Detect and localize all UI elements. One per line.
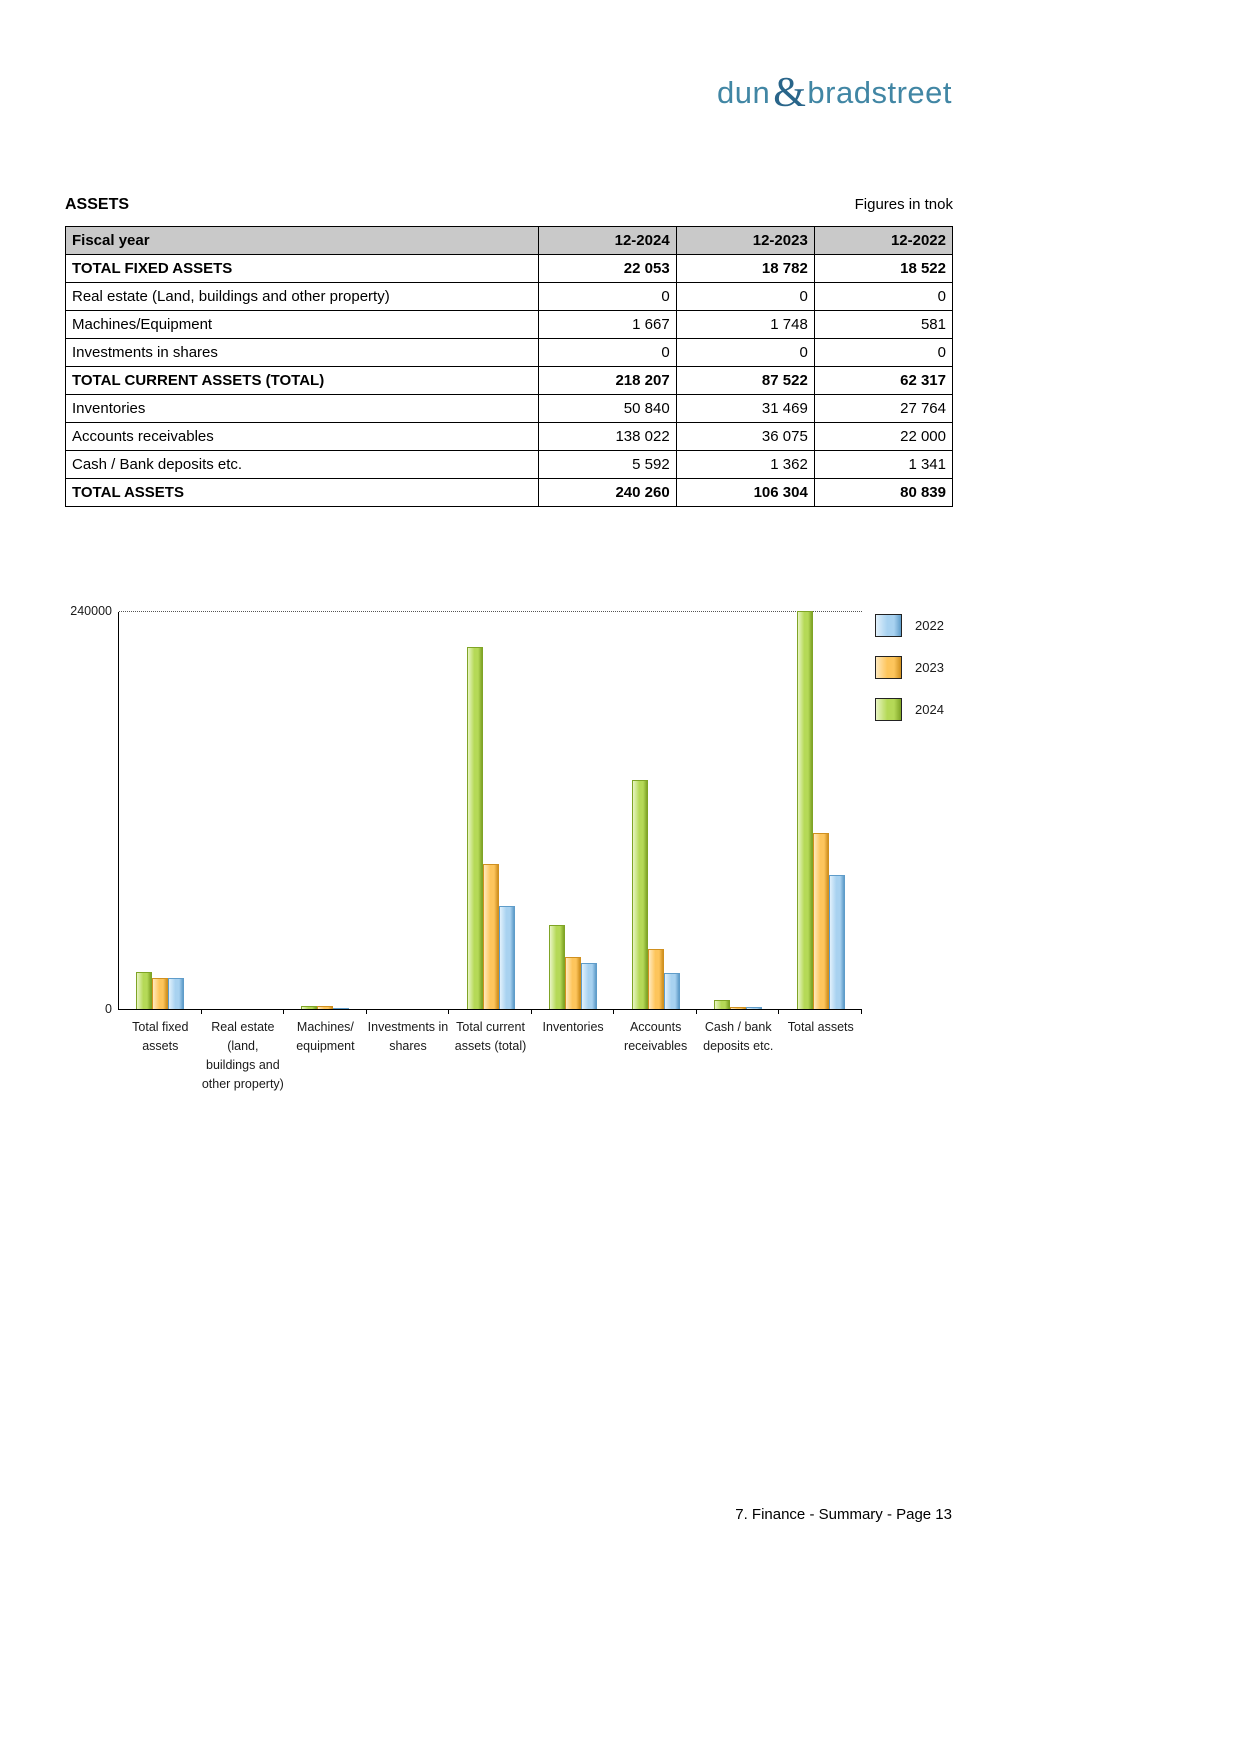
table-row-investments-in-shares [66, 339, 953, 367]
row-label: Real estate (Land, buildings and other property) [66, 283, 539, 311]
bar-2024 [549, 925, 565, 1009]
bar-cluster [780, 611, 863, 1009]
x-axis-tick [531, 1009, 532, 1014]
table-cell: 1 667 [538, 311, 676, 339]
bar-2023 [730, 1007, 746, 1009]
row-label: Investments in shares [66, 339, 539, 367]
bar-2024 [632, 780, 648, 1009]
table-row-machines-equipment [66, 311, 953, 339]
logo-dun: dun [717, 75, 771, 110]
table-cell: 5 592 [538, 451, 676, 479]
table-cell: 18 522 [814, 255, 952, 283]
table-cell: 0 [676, 339, 814, 367]
bar-group [532, 612, 615, 1034]
assets-bar-chart [118, 612, 862, 1091]
bar-2023 [152, 978, 168, 1009]
bar-2022 [829, 875, 845, 1009]
x-axis-tick [696, 1009, 697, 1014]
row-label: TOTAL CURRENT ASSETS (TOTAL) [66, 367, 539, 395]
x-axis-tick [861, 1009, 862, 1014]
category-label: Investments in shares [367, 1020, 449, 1053]
bar-group [697, 612, 780, 1053]
logo-bradstreet: bradstreet [807, 75, 952, 110]
figures-unit-note: Figures in tnok [854, 196, 953, 213]
legend-label: 2022 [915, 618, 944, 633]
row-label: TOTAL FIXED ASSETS [66, 255, 539, 283]
table-cell: 22 053 [538, 255, 676, 283]
table-row-total-assets [66, 479, 953, 507]
bar-2023 [483, 864, 499, 1009]
page-footer: 7. Finance - Summary - Page 13 [735, 1506, 952, 1523]
bar-group [780, 612, 863, 1034]
y-axis-max-label: 240000 [70, 604, 112, 618]
bar-group [284, 612, 367, 1053]
bar-cluster [614, 780, 697, 1009]
bar-2022 [168, 978, 184, 1009]
row-label: Machines/Equipment [66, 311, 539, 339]
legend-swatch-2022 [875, 614, 902, 637]
table-cell: 87 522 [676, 367, 814, 395]
table-header-row [66, 227, 953, 255]
table-cell: 1 362 [676, 451, 814, 479]
table-cell: 0 [814, 283, 952, 311]
legend-swatch-2023 [875, 656, 902, 679]
bar-group [449, 612, 532, 1053]
category-label: Real estate (land, buildings and other property) [201, 1020, 284, 1091]
bar-2023 [648, 949, 664, 1009]
table-row-real-estate [66, 283, 953, 311]
table-cell: 138 022 [538, 423, 676, 451]
table-row-accounts-receivables [66, 423, 953, 451]
legend-swatch-2024 [875, 698, 902, 721]
bar-group [614, 612, 697, 1053]
category-label: Cash / bank deposits etc. [703, 1020, 774, 1053]
bar-2022 [499, 906, 515, 1009]
bar-group [119, 612, 202, 1053]
column-header-2024: 12-2024 [538, 227, 676, 255]
legend-entry-2022 [875, 614, 944, 637]
bar-2022 [581, 963, 597, 1009]
row-label: Cash / Bank deposits etc. [66, 451, 539, 479]
table-cell: 218 207 [538, 367, 676, 395]
table-cell: 31 469 [676, 395, 814, 423]
logo-ampersand-icon: & [773, 70, 807, 116]
assets-table [65, 226, 953, 507]
column-header-2022: 12-2022 [814, 227, 952, 255]
table-cell: 581 [814, 311, 952, 339]
bar-2022 [333, 1008, 349, 1009]
category-label: Total current assets (total) [454, 1020, 527, 1053]
table-cell: 62 317 [814, 367, 952, 395]
x-axis-tick [448, 1009, 449, 1014]
chart-legend [875, 614, 944, 740]
bar-cluster [284, 1006, 367, 1009]
table-cell: 0 [814, 339, 952, 367]
column-header-fiscal-year: Fiscal year [66, 227, 539, 255]
table-row-cash-bank-deposits [66, 451, 953, 479]
table-cell: 1 748 [676, 311, 814, 339]
table-cell: 50 840 [538, 395, 676, 423]
x-axis-tick [778, 1009, 779, 1014]
table-cell: 1 341 [814, 451, 952, 479]
table-row-inventories [66, 395, 953, 423]
table-cell: 0 [538, 283, 676, 311]
bar-group [201, 612, 285, 1091]
row-label: Accounts receivables [66, 423, 539, 451]
category-label: Accounts receivables [624, 1020, 688, 1053]
legend-entry-2024 [875, 698, 944, 721]
row-label: Inventories [66, 395, 539, 423]
x-axis-tick [613, 1009, 614, 1014]
table-cell: 22 000 [814, 423, 952, 451]
bar-2024 [301, 1006, 317, 1009]
legend-label: 2024 [915, 702, 944, 717]
table-cell: 18 782 [676, 255, 814, 283]
x-axis-tick [201, 1009, 202, 1014]
table-cell: 240 260 [538, 479, 676, 507]
table-cell: 36 075 [676, 423, 814, 451]
bar-cluster [532, 925, 615, 1009]
table-cell: 27 764 [814, 395, 952, 423]
bar-2022 [746, 1007, 762, 1009]
bar-cluster [697, 1000, 780, 1009]
legend-label: 2023 [915, 660, 944, 675]
legend-entry-2023 [875, 656, 944, 679]
bar-cluster [119, 972, 202, 1009]
bar-group [367, 612, 450, 1053]
bar-2023 [317, 1006, 333, 1009]
y-axis-min-label: 0 [105, 1002, 112, 1016]
category-label: Total assets [787, 1020, 854, 1034]
bar-2023 [565, 957, 581, 1009]
bar-cluster [449, 647, 532, 1009]
bar-2024 [714, 1000, 730, 1009]
category-label: Total fixed assets [132, 1020, 189, 1053]
category-label: Machines/ equipment [296, 1020, 355, 1053]
table-cell: 106 304 [676, 479, 814, 507]
section-header [65, 196, 953, 214]
column-header-2023: 12-2023 [676, 227, 814, 255]
bar-2024 [467, 647, 483, 1009]
table-cell: 0 [538, 339, 676, 367]
category-label: Inventories [542, 1020, 604, 1034]
table-cell: 80 839 [814, 479, 952, 507]
x-axis-tick [283, 1009, 284, 1014]
x-axis-tick [366, 1009, 367, 1014]
dun-bradstreet-logo [717, 66, 952, 114]
table-cell: 0 [676, 283, 814, 311]
bar-2024 [797, 611, 813, 1009]
row-label: TOTAL ASSETS [66, 479, 539, 507]
bar-2024 [136, 972, 152, 1009]
table-row-total-fixed-assets [66, 255, 953, 283]
bar-2023 [813, 833, 829, 1009]
table-row-total-current-assets [66, 367, 953, 395]
bar-2022 [664, 973, 680, 1009]
page-title: ASSETS [65, 196, 130, 213]
